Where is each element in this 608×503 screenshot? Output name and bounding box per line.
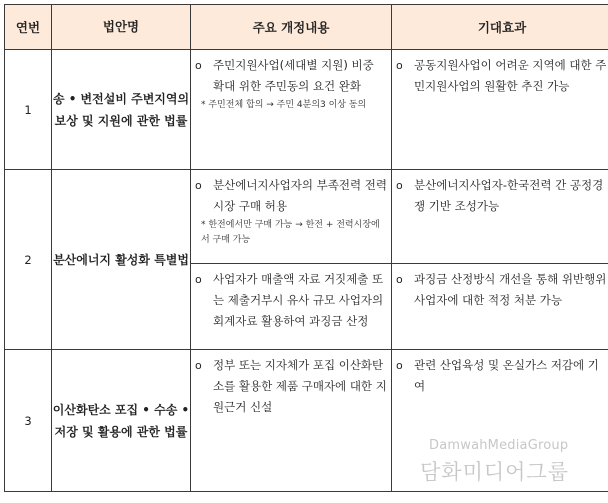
header-no: 연번: [5, 5, 52, 50]
effect-text: 과징금 산정방식 개선을 통해 위반행위 사업자에 대한 적정 처분 가능: [414, 272, 607, 307]
header-changes: 주요 개정내용: [191, 5, 392, 50]
changes-cell: [191, 170, 392, 350]
changes-cell: [191, 350, 392, 492]
bullet-icon: o: [396, 179, 403, 192]
bullet-icon: o: [396, 273, 403, 286]
change-text: 주민지원사업(세대별 지원) 비중 확대 위한 주민동의 요건 완화: [213, 58, 374, 93]
bullet-icon: o: [195, 59, 202, 72]
change-note: * 주민전체 합의 → 주민 4분의3 이상 동의: [201, 100, 367, 110]
header-effects: 기대효과: [392, 5, 608, 50]
effect-text: 공동지원사업이 어려운 지역에 대한 주민지원사업의 원활한 추진 가능: [414, 58, 607, 93]
header-law: 법안명: [52, 5, 191, 50]
changes-cell: [191, 50, 392, 170]
table-row: [5, 170, 608, 350]
change-text: 분산에너지사업자의 부족전력 전력시장 구매 허용: [213, 178, 387, 213]
effect-text: 분산에너지사업자-한국전력 간 공정경쟁 기반 조성가능: [414, 178, 604, 213]
bullet-icon: o: [195, 273, 202, 286]
bullet-icon: o: [195, 359, 202, 372]
table-header-row: [5, 5, 608, 50]
watermark-korean: 담화미디어그룹: [420, 460, 570, 484]
table-row: [5, 50, 608, 170]
effect-text: 관련 산업육성 및 온실가스 저감에 기여: [414, 358, 599, 393]
watermark-latin: DamwahMediaGroup: [429, 438, 569, 453]
change-text: 사업자가 매출액 자료 거짓제출 또는 제출거부시 유사 규모 사업자의 회계자료 활용하여 과징금 산정: [213, 272, 384, 328]
change-note: * 한전에서만 구매 가능 → 한전 + 전력시장에서 구매 가능: [201, 220, 380, 245]
law-name: 이산화탄소 포집 • 수송 • 저장 및 활용에 관한 법률: [52, 350, 191, 492]
row-number: 1: [5, 50, 52, 170]
law-name: 송 • 변전설비 주변지역의 보상 및 지원에 관한 법률: [52, 50, 191, 170]
law-amendment-table: [4, 4, 608, 492]
effects-cell: [392, 170, 608, 350]
law-name: 분산에너지 활성화 특별법: [52, 170, 191, 350]
bullet-icon: o: [396, 359, 403, 372]
bullet-icon: o: [195, 179, 202, 192]
bullet-icon: o: [396, 59, 403, 72]
row-number: 2: [5, 170, 52, 350]
row-number: 3: [5, 350, 52, 492]
effects-cell: [392, 50, 608, 170]
change-text: 정부 또는 지자체가 포집 이산화탄소를 활용한 제품 구매자에 대한 지원근거 신설: [213, 358, 387, 414]
